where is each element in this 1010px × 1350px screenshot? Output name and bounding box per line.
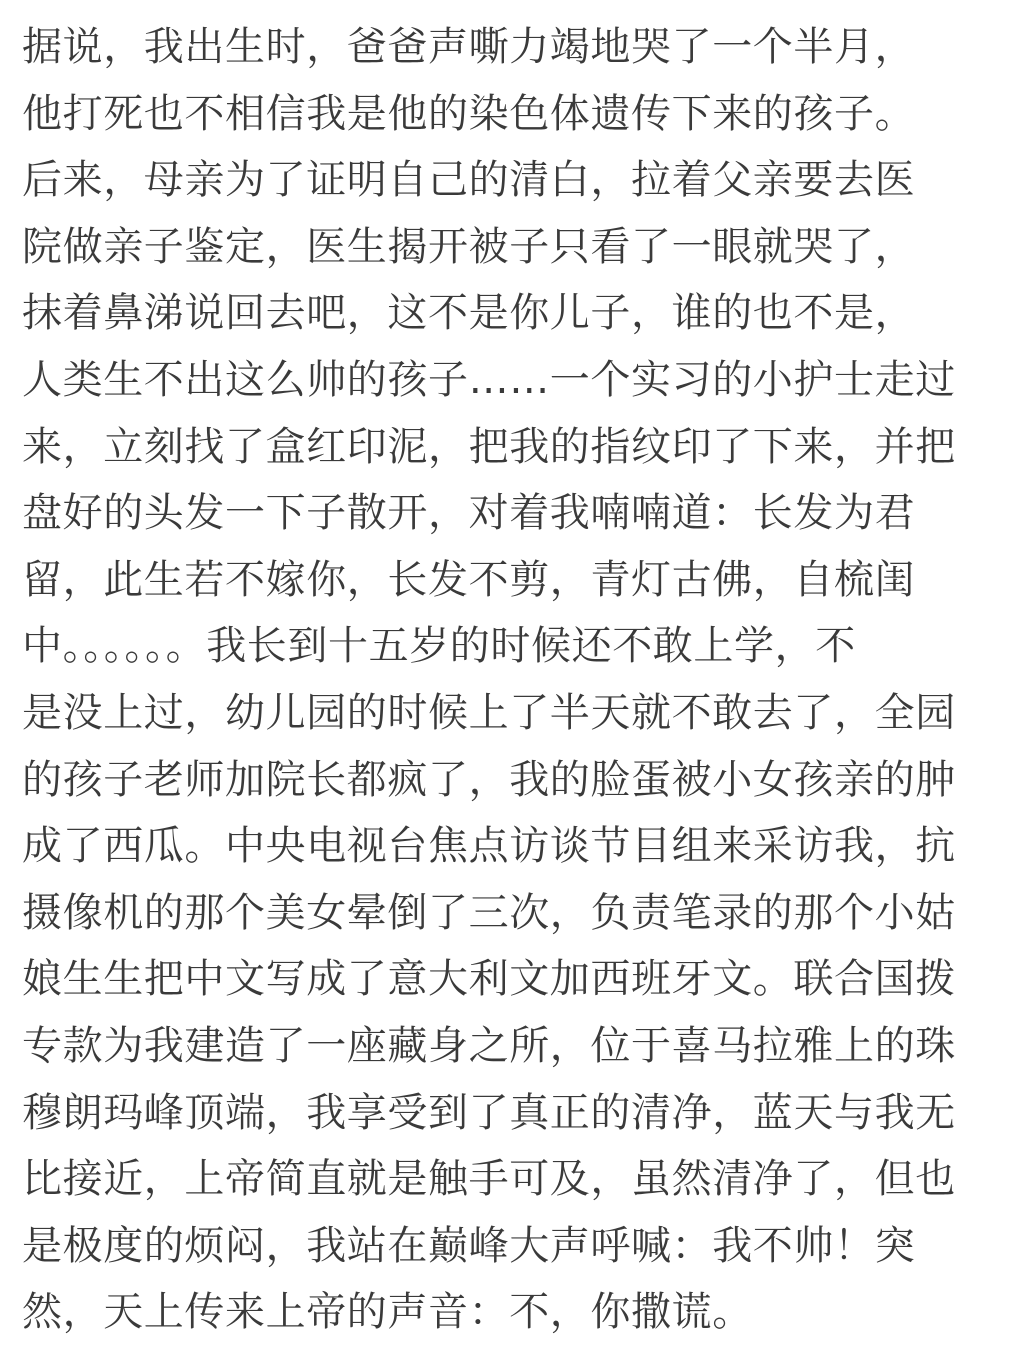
text-line: 来，立刻找了盒红印泥，把我的指纹印了下来，并把: [22, 423, 956, 470]
text-line: 据说，我出生时，爸爸声嘶力竭地哭了一个半月，: [22, 24, 916, 70]
text-line: 留，此生若不嫁你，长发不剪，青灯古佛，自梳闺: [22, 556, 916, 603]
text-line: 是极度的烦闷，我站在巅峰大声呼喊：我不帅！突: [22, 1222, 916, 1269]
text-line: 他打死也不相信我是他的染色体遗传下来的孩子。: [22, 90, 916, 137]
text-line: 的孩子老师加院长都疯了，我的脸蛋被小女孩亲的肿: [22, 756, 956, 803]
text-line: 中。。。。。。我长到十五岁的时候还不敢上学，不: [22, 623, 856, 670]
text-line: 穆朗玛峰顶端，我享受到了真正的清净，蓝天与我无: [22, 1089, 956, 1136]
text-line: 成了西瓜。中央电视台焦点访谈节目组来采访我，抗: [22, 823, 956, 870]
text-line: 后来，母亲为了证明自己的清白，拉着父亲要去医: [22, 157, 916, 204]
text-line: 是没上过，幼儿园的时候上了半天就不敢去了，全园: [22, 689, 956, 736]
text-line: 娘生生把中文写成了意大利文加西班牙文。联合国拨: [22, 956, 956, 1003]
text-line: 院做亲子鉴定，医生揭开被子只看了一眼就哭了，: [22, 223, 916, 270]
text-line: 比接近，上帝简直就是触手可及，虽然清净了，但也: [22, 1156, 956, 1203]
text-line: 人类生不出这么帅的孩子……一个实习的小护士走过: [22, 356, 956, 403]
text-line: 抹着鼻涕说回去吧，这不是你儿子，谁的也不是，: [22, 290, 916, 337]
text-line: 专款为我建造了一座藏身之所，位于喜马拉雅上的珠: [22, 1022, 956, 1069]
text-line: 然，天上传来上帝的声音：不，你撒谎。: [22, 1289, 753, 1336]
text-line: 摄像机的那个美女晕倒了三次，负责笔录的那个小姑: [22, 889, 956, 936]
text-line: 盘好的头发一下子散开，对着我喃喃道：长发为君: [22, 490, 916, 537]
